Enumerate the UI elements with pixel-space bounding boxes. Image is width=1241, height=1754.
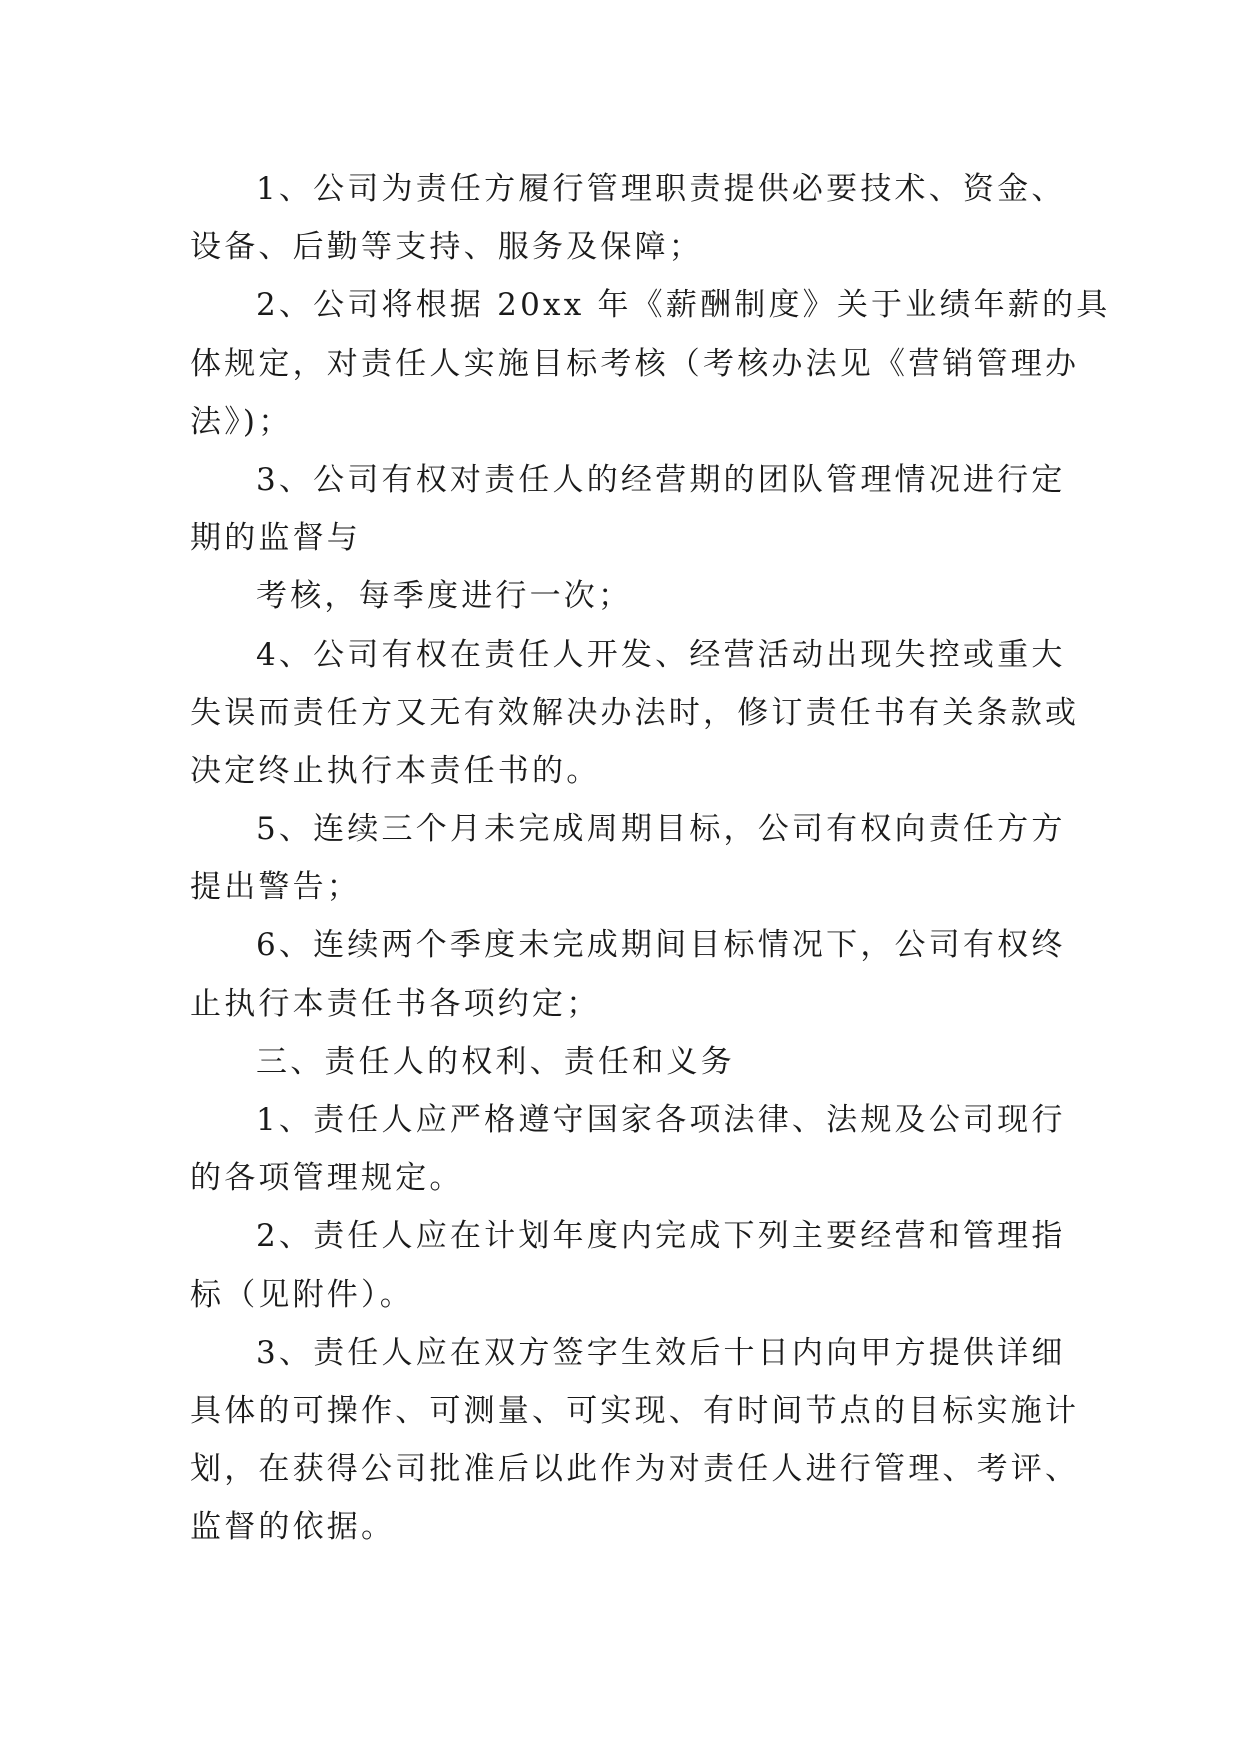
text-line: 监督的依据。 — [190, 1509, 396, 1546]
text-line: 6、连续两个季度未完成期间目标情况下，公司有权终 — [256, 927, 1066, 964]
text-line: 的各项管理规定。 — [190, 1160, 464, 1197]
text-line: 3、公司有权对责任人的经营期的团队管理情况进行定 — [256, 461, 1066, 498]
document-body — [190, 160, 1111, 1557]
text-line: 5、连续三个月未完成周期目标，公司有权向责任方方 — [256, 811, 1066, 848]
text-line: 2、责任人应在计划年度内完成下列主要经营和管理指 — [256, 1218, 1066, 1255]
text-line: 设备、后勤等支持、服务及保障； — [190, 229, 703, 266]
text-line: 3、责任人应在双方签字生效后十日内向甲方提供详细 — [256, 1334, 1066, 1371]
text-line: 1、责任人应严格遵守国家各项法律、法规及公司现行 — [256, 1102, 1066, 1138]
text-line: 考核，每季度进行一次； — [256, 578, 633, 615]
text-line: 期的监督与 — [190, 520, 361, 557]
text-line: 1、公司为责任方履行管理职责提供必要技术、资金、 — [256, 171, 1066, 207]
text-line: 具体的可操作、可测量、可实现、有时间节点的目标实施计 — [190, 1392, 1080, 1429]
text-line: 决定终止执行本责任书的。 — [190, 752, 601, 789]
text-line: 体规定，对责任人实施目标考核（考核办法见《营销管理办 — [190, 345, 1080, 382]
text-line: 法》)； — [190, 403, 293, 440]
section-heading: 三、责任人的权利、责任和义务 — [256, 1043, 735, 1080]
text-line: 失误而责任方又无有效解决办法时，修订责任书有关条款或 — [190, 694, 1080, 731]
text-line: 划，在获得公司批准后以此作为对责任人进行管理、考评、 — [190, 1451, 1080, 1488]
text-line: 提出警告； — [190, 869, 361, 906]
text-line: 2、公司将根据 20xx 年《薪酬制度》关于业绩年薪的具 — [256, 287, 1111, 324]
text-line: 4、公司有权在责任人开发、经营活动出现失控或重大 — [256, 636, 1066, 673]
text-line: 标（见附件）。 — [190, 1276, 414, 1313]
text-line: 止执行本责任书各项约定； — [190, 985, 601, 1022]
